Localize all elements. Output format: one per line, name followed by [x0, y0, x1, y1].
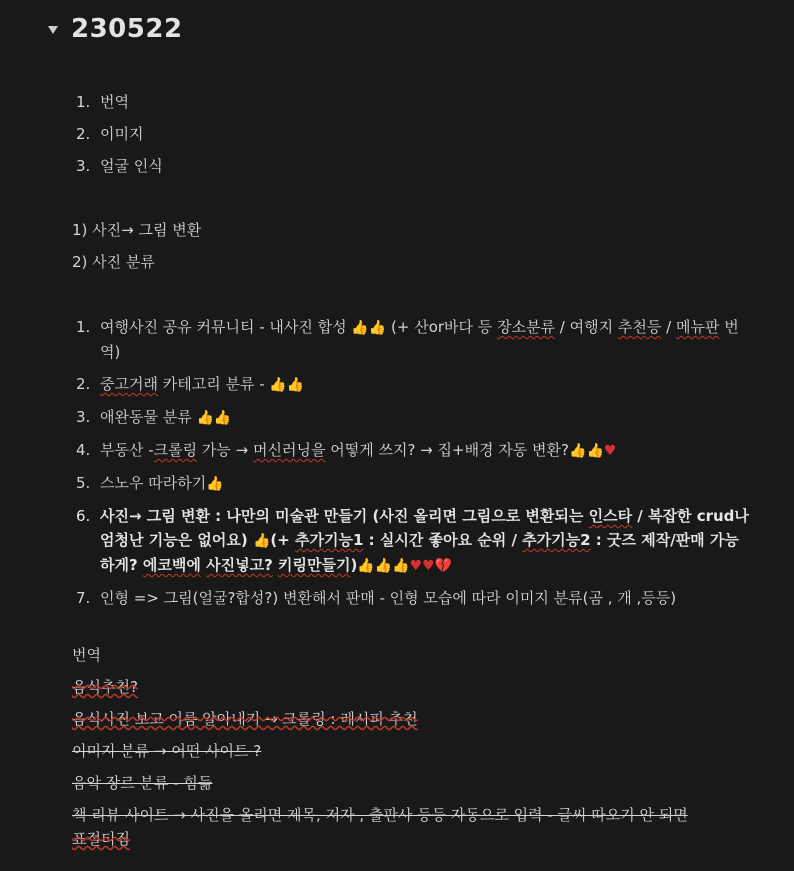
note-line — [72, 803, 688, 827]
spell-flagged-word: 크롤링 — [153, 441, 198, 459]
page-toggle[interactable] — [48, 14, 183, 44]
thumbs-up-icon: 👍👍 — [351, 320, 387, 336]
text-span: (+ — [270, 531, 296, 549]
text-span: / 여행지 — [555, 318, 618, 336]
note-text: 음식사진 보고 이름 알아내기 → 크롤링 : 레시피 추천 — [72, 710, 418, 728]
list-item — [72, 504, 752, 578]
list-number: 2. — [76, 125, 91, 143]
note-text: 책 리뷰 사이트 → 사진을 올리면 제목, 저자 , 출판사 등등 자동으로 입력 - 글씨 따오기 안 되면 — [72, 806, 688, 824]
spell-flagged-word: 에코백에 — [142, 556, 201, 574]
text-span: 어떻게 쓰지? → 집+배경 자동 변환? — [325, 441, 570, 459]
heart-icon: ♥ — [603, 443, 617, 459]
list-item — [72, 372, 752, 397]
spell-flagged-word: 추가기능2 — [522, 531, 591, 549]
note-text: 이미지 분류 → 어떤 사이트 ? — [72, 742, 262, 760]
note-text: 음식추천? — [72, 678, 138, 696]
list-item — [72, 122, 163, 146]
text-span: / 복잡한 crud나 엄청난 기능은 없어요) — [100, 507, 749, 549]
thumbs-up-icon: 👍👍 — [569, 443, 604, 459]
list-number: 6. — [76, 507, 91, 525]
spell-flagged-word: 사진넣고? — [206, 556, 273, 574]
note-line — [72, 771, 212, 795]
broken-heart-icon: 💔 — [434, 558, 453, 574]
paragraph: 1) 사진→ 그림 변환 — [72, 221, 202, 239]
spell-flagged-word: 메뉴판 — [675, 318, 720, 336]
list-number: 4. — [76, 441, 91, 459]
thumbs-up-icon: 👍 — [252, 533, 271, 549]
note-text: 표절티짐 — [72, 830, 130, 848]
text-span: 카테고리 분류 - — [157, 375, 270, 393]
list-number: 5. — [76, 474, 91, 492]
list-number: 3. — [76, 408, 91, 426]
text-span: 번역) — [100, 318, 739, 361]
text-span: 부동산 - — [100, 441, 154, 459]
notes-heading: 번역 — [72, 646, 101, 664]
text-span: : 실시간 좋아요 순위 / — [363, 531, 523, 549]
feature-list — [72, 90, 163, 178]
spell-flagged-word: 추천등 — [617, 318, 662, 336]
thumbs-up-icon: 👍👍 — [269, 377, 305, 393]
spell-flagged-word: 장소분류 — [497, 318, 556, 336]
note-line — [72, 827, 130, 851]
text-span: ) — [350, 556, 358, 574]
heart-icon: ♥♥ — [409, 558, 435, 574]
toggle-triangle-icon[interactable] — [48, 26, 58, 34]
note-line — [72, 675, 138, 699]
spell-flagged-word: 추가기능1 — [295, 531, 364, 549]
list-item — [72, 586, 752, 610]
list-number: 7. — [76, 589, 91, 607]
list-item-text: 얼굴 인식 — [100, 157, 163, 175]
note-text: 음악 장르 분류 - 힘듦 — [72, 774, 213, 792]
list-item — [72, 90, 163, 114]
list-item — [72, 405, 752, 430]
list-item — [72, 438, 752, 463]
page-title: 230522 — [71, 14, 183, 44]
text-span: 인형 => 그림(얼굴?합성?) 변환해서 판매 - 인형 모습에 따라 이미지 분류(곰 , 개 ,등등) — [100, 589, 677, 607]
list-item — [72, 471, 752, 496]
list-number: 1. — [76, 93, 91, 111]
note-line — [72, 739, 261, 763]
spell-flagged-word: 인스타 — [588, 507, 633, 525]
spell-flagged-word: 머신러닝을 — [253, 441, 326, 459]
list-item — [72, 315, 752, 364]
spell-flagged-word: 중고거래 — [100, 375, 158, 393]
thumbs-up-icon: 👍👍👍 — [357, 558, 410, 574]
list-number: 2. — [76, 375, 91, 393]
list-item — [72, 154, 163, 178]
text-span: 가능 → — [197, 441, 253, 459]
text-span: 여행사진 공유 커뮤니티 - 내사진 합성 — [100, 318, 352, 336]
text-span: : 굿즈 제작/판매 가능하게? — [100, 531, 739, 574]
list-number: 3. — [76, 157, 91, 175]
note-line — [72, 707, 418, 731]
text-span: 사진→ 그림 변환 : 나만의 미술관 만들기 (사진 올리면 그림으로 변환되는 — [100, 507, 589, 525]
thumbs-up-icon: 👍👍 — [196, 410, 232, 426]
text-span: 스노우 따라하기 — [100, 474, 207, 492]
spell-flagged-word: 키링만들기 — [278, 556, 351, 574]
thumbs-up-icon: 👍 — [206, 476, 224, 492]
idea-list — [72, 315, 752, 610]
list-item-text: 이미지 — [100, 125, 144, 143]
list-item-text: 번역 — [100, 93, 129, 111]
list-number: 1. — [76, 318, 91, 336]
paragraph: 2) 사진 분류 — [72, 253, 155, 271]
text-span: / — [661, 318, 676, 336]
text-span: (+ 산or바다 등 — [386, 318, 498, 336]
text-span: 애완동물 분류 — [100, 408, 197, 426]
